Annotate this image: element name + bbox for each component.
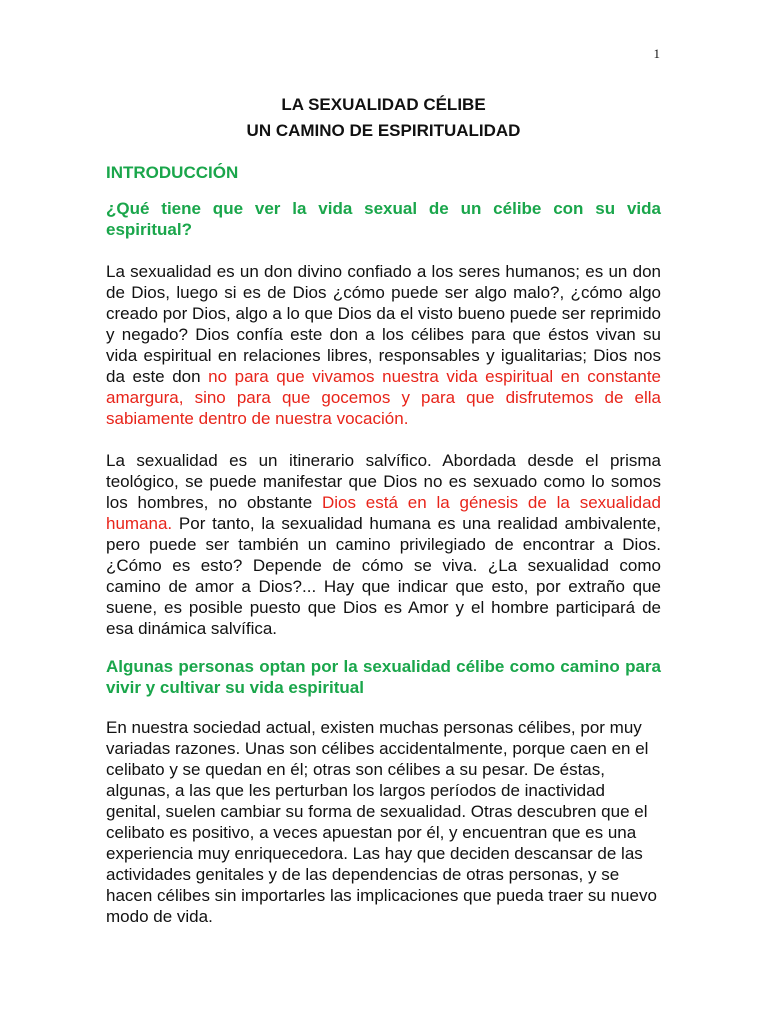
document-title [106,92,661,144]
page-number: 1 [653,46,660,61]
section-2-heading: Algunas personas optan por la sexualidad célibe como camino para vivir y cultivar su vida espiritual [106,657,661,697]
paragraph-2-text-before: La sexualidad es un itinerario salvífico. Abordada desde el prisma teológico, se puede manifestar que Dios no es sexuado como lo somos los hombres, no obstante [106,451,661,512]
document-body [106,92,661,927]
question-heading: ¿Qué tiene que ver la vida sexual de un célibe con su vida espiritual? [106,199,661,239]
paragraph-3: En nuestra sociedad actual, existen muchas personas célibes, por muy variadas razones. Unas son célibes accidentalmente, porque caen en el celibato y se quedan en él; otras son célibes a su pesar. De éstas, algunas, a las que les perturban los largos períodos de inactividad genital, suelen cambiar su forma de sexualidad. Otras descubren que el celibato es positivo, a veces apuestan por él, y encuentran que es una experiencia muy enriquecedora. Las hay que deciden descansar de las actividades genitales y de las dependencias de otras personas, y se hacen célibes sin importarles las implicaciones que pueda traer su nuevo modo de vida. [106,718,657,926]
paragraph-1 [106,261,661,429]
paragraph-1-text: La sexualidad es un don divino confiado a los seres humanos; es un don de Dios, luego si es de Dios ¿cómo puede ser algo malo?, ¿cómo algo creado por Dios, algo a lo que Dios da el visto bueno puede ser reprimido y negado? Dios confía este don a los célibes para que éstos vivan su vida espiritual en relaciones libres, responsables y igualitarias; Dios nos da este don [106,262,661,386]
paragraph-2 [106,450,661,639]
paragraph-2-highlight: Dios está en la génesis de la sexualidad humana. [106,493,661,533]
paragraph-2-text-after: Por tanto, la sexualidad humana es una realidad ambivalente, pero puede ser también un camino privilegiado de encontrar a Dios. ¿Cómo es esto? Depende de cómo se viva. ¿La sexualidad como camino de amor a Dios?... Hay que indicar que esto, por extraño que suene, es posible puesto que Dios es Amor y el hombre participará de esa dinámica salvífica. [106,514,661,638]
paragraph-1-highlight: no para que vivamos nuestra vida espiritual en constante amargura, sino para que gocemos y para que disfrutemos de ella sabiamente dentro de nuestra vocación. [106,367,662,428]
title-line-1: LA SEXUALIDAD CÉLIBE [281,95,486,114]
title-line-2: UN CAMINO DE ESPIRITUALIDAD [246,121,521,140]
introduction-heading: INTRODUCCIÓN [106,163,239,182]
